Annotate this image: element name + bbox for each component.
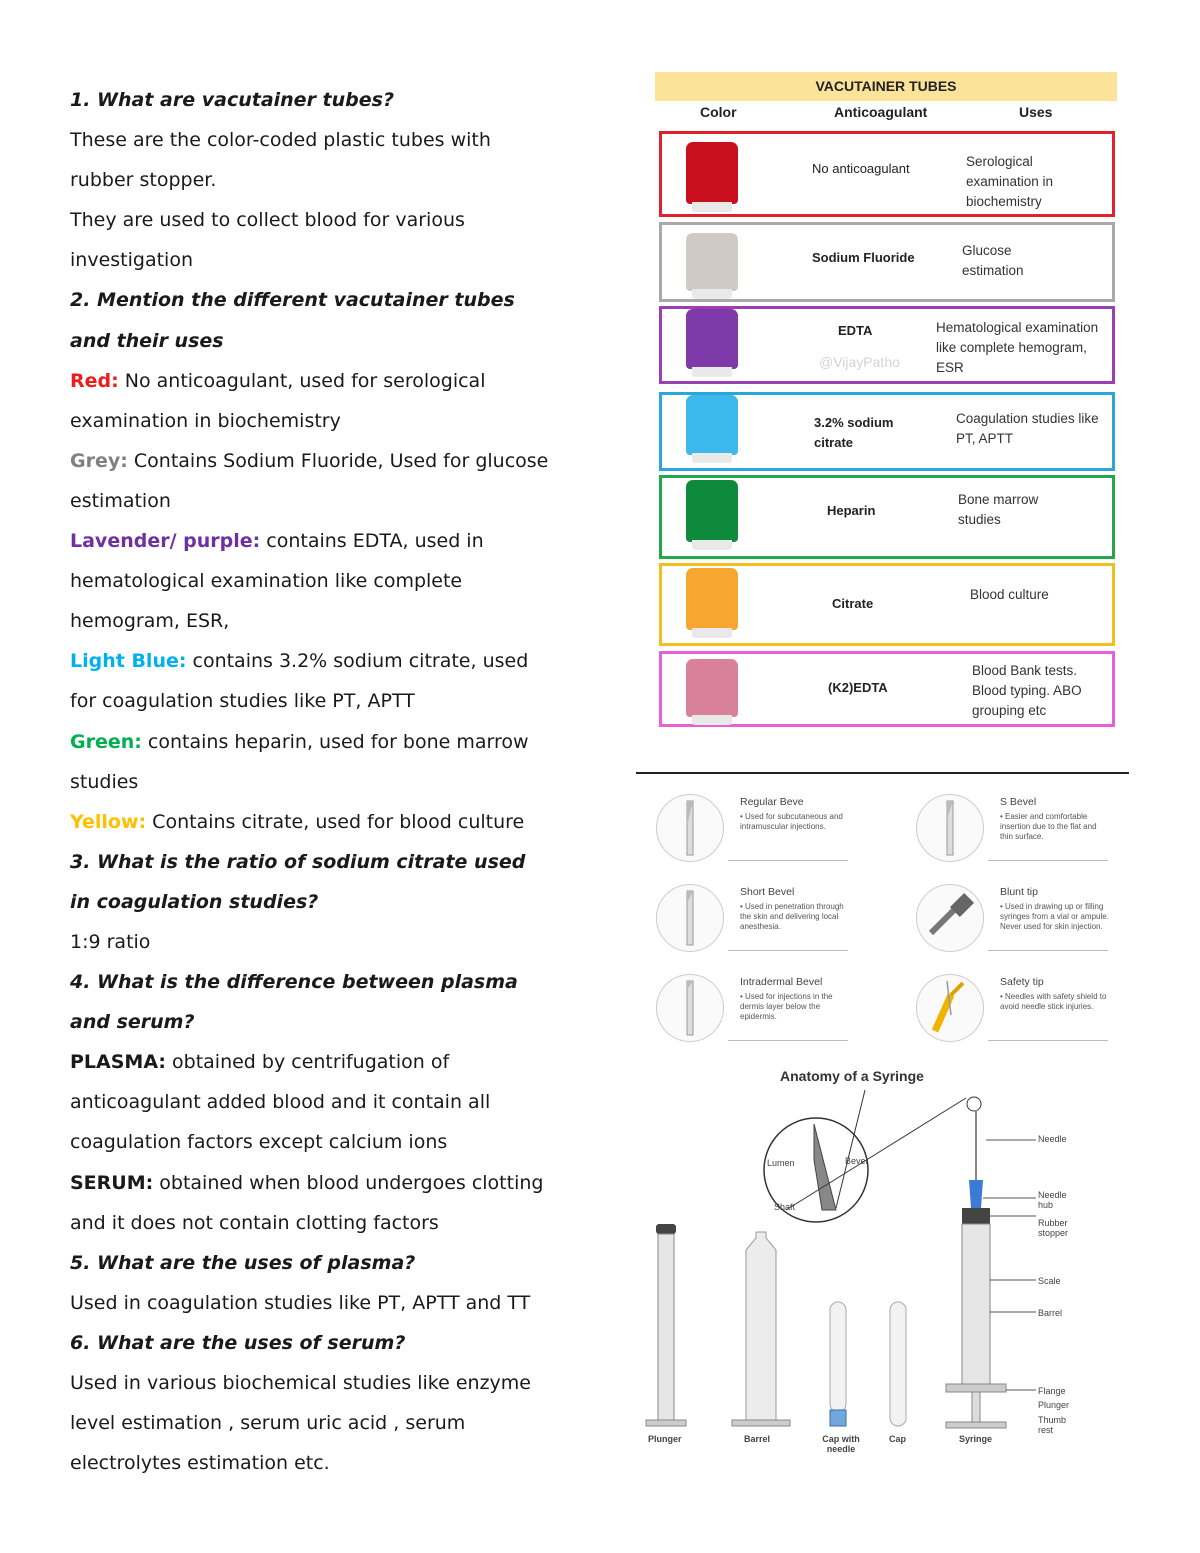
needle-bevel-panel <box>650 790 1110 1050</box>
vacutainer-table-title: VACUTAINER TUBES <box>655 72 1117 101</box>
anticoagulant: Citrate <box>832 596 874 611</box>
watermark: @VijayPatho <box>819 354 900 370</box>
shaft-label: Shaft <box>774 1202 796 1212</box>
plasma-text: obtained by centrifugation of <box>165 1051 450 1074</box>
safety-tip-icon <box>916 974 984 1042</box>
tube-row-green <box>659 475 1115 559</box>
grey-tube-item: estimation <box>70 489 171 512</box>
answer-1-line: They are used to collect blood for various <box>70 209 465 232</box>
yellow-text: Contains citrate, used for blood culture <box>146 810 525 833</box>
anticoagulant: Sodium Fluoride <box>812 250 915 265</box>
tube-row-red <box>659 131 1115 217</box>
column-anticoagulant: Anticoagulant <box>834 104 928 120</box>
bevel-desc: • Used in penetration through the skin and delivering local anesthesia. <box>740 902 844 931</box>
serum-item <box>70 1163 590 1203</box>
answer-6-line: Used in various biochemical studies like enzyme <box>70 1372 531 1394</box>
bevel-desc: • Used for injections in the dermis layer below the epidermis. <box>740 992 833 1021</box>
uses: Glucose estimation <box>962 243 1024 278</box>
uses: Hematological examination like complete hemogram, ESR <box>936 320 1099 375</box>
tube-cap-icon <box>686 659 738 717</box>
tube-cap-icon <box>686 142 738 204</box>
yellow-tube-item <box>70 802 590 842</box>
uses: Coagulation studies like PT, APTT <box>956 411 1099 446</box>
plasma-item <box>70 1042 590 1082</box>
answer-6-line: electrolytes estimation etc. <box>70 1452 330 1475</box>
light-blue-tube-item <box>70 641 590 681</box>
bevel-desc: • Needles with safety shield to avoid needle stick injuries. <box>1000 992 1107 1011</box>
plunger-label: Plunger <box>1038 1400 1070 1410</box>
syringe-diagram-title: Anatomy of a Syringe <box>780 1068 924 1084</box>
question-5: 5. What are the uses of plasma? <box>70 1251 416 1274</box>
red-label: Red: <box>70 369 119 392</box>
column-color: Color <box>700 104 737 120</box>
question-3: in coagulation studies? <box>70 890 319 913</box>
tube-row-grey <box>659 222 1115 302</box>
lavender-tube-item <box>70 521 590 561</box>
question-2: and their uses <box>70 329 224 352</box>
divider <box>636 772 1129 774</box>
question-2: 2. Mention the different vacutainer tubes <box>70 289 515 312</box>
plasma-label: PLASMA: <box>70 1051 166 1074</box>
serum-item: and it does not contain clotting factors <box>70 1211 439 1234</box>
blunt-tip-icon <box>916 884 984 952</box>
flange-label: Flange <box>1038 1386 1066 1396</box>
bevel-desc: • Easier and comfortable insertion due to the flat and thin surface. <box>1000 812 1097 841</box>
bevel-title: S Bevel <box>1000 796 1037 808</box>
question-1: 1. What are vacutainer tubes? <box>70 89 394 111</box>
bevel-item <box>650 880 850 960</box>
uses: Serological examination in biochemistry <box>966 154 1054 209</box>
light-blue-tube-item: for coagulation studies like PT, APTT <box>70 690 415 713</box>
uses: Blood Bank tests. Blood typing. ABO grouping etc <box>972 663 1082 718</box>
light-blue-text: contains 3.2% sodium citrate, used <box>186 650 529 673</box>
lavender-tube-item: hematological examination like complete <box>70 570 463 593</box>
bevel-desc: • Used in drawing up or filling syringes from a vial or ampule. Never used for skin injection. <box>1000 902 1109 931</box>
uses: Bone marrow studies <box>958 492 1039 527</box>
answer-3: 1:9 ratio <box>70 930 151 953</box>
lumen-label: Lumen <box>767 1158 795 1168</box>
bevel-item <box>910 970 1110 1050</box>
needle-icon <box>916 794 984 862</box>
part-plunger-label: Plunger <box>648 1434 682 1444</box>
thumb-rest-label: Thumb rest <box>1038 1415 1067 1435</box>
red-tube-item <box>70 361 590 401</box>
question-3: 3. What is the ratio of sodium citrate used <box>70 850 526 873</box>
grey-text: Contains Sodium Fluoride, Used for glucose <box>127 449 549 472</box>
part-cap-needle-label: Cap with needle <box>822 1434 860 1454</box>
lavender-text: contains EDTA, used in <box>260 530 484 553</box>
anticoagulant: (K2)EDTA <box>828 680 888 695</box>
part-cap-label: Cap <box>889 1434 907 1444</box>
qa-section <box>70 80 590 1483</box>
bevel-item <box>910 880 1110 960</box>
needle-label: Needle <box>1038 1134 1067 1144</box>
serum-label: SERUM: <box>70 1171 154 1194</box>
tube-cap-icon <box>686 395 738 455</box>
lavender-tube-item: hemogram, ESR, <box>70 610 230 633</box>
bevel-label: Bevel <box>845 1156 868 1166</box>
anticoagulant: 3.2% sodium citrate <box>814 415 894 450</box>
tube-row-pink <box>659 651 1115 727</box>
scale-label: Scale <box>1038 1276 1061 1286</box>
uses: Blood culture <box>970 587 1049 602</box>
plasma-item: coagulation factors except calcium ions <box>70 1131 448 1154</box>
question-6: 6. What are the uses of serum? <box>70 1331 406 1354</box>
rubber-stopper-label: Rubber stopper <box>1038 1218 1069 1238</box>
anticoagulant: Heparin <box>827 503 876 518</box>
tube-row-yellow <box>659 563 1115 646</box>
bevel-item <box>910 790 1110 870</box>
serum-text: obtained when blood undergoes clotting <box>153 1171 544 1194</box>
answer-1-line: These are the color-coded plastic tubes with <box>70 129 491 152</box>
needle-icon <box>656 794 724 862</box>
question-4: 4. What is the difference between plasma <box>70 971 518 994</box>
red-tube-item: examination in biochemistry <box>70 409 341 432</box>
green-label: Green: <box>70 730 142 753</box>
tube-cap-icon <box>686 568 738 630</box>
barrel-label: Barrel <box>1038 1308 1063 1318</box>
plasma-item: anticoagulant added blood and it contain all <box>70 1091 491 1114</box>
tube-row-lavender <box>659 306 1115 384</box>
answer-1-line: rubber stopper. <box>70 169 217 192</box>
tube-row-light-blue <box>659 392 1115 471</box>
part-barrel-label: Barrel <box>744 1434 771 1444</box>
bevel-title: Blunt tip <box>1000 886 1038 898</box>
bevel-title: Short Bevel <box>740 886 795 898</box>
bevel-title: Intradermal Bevel <box>740 976 823 988</box>
bevel-title: Regular Beve <box>740 796 804 808</box>
green-tube-item: studies <box>70 770 139 793</box>
yellow-label: Yellow: <box>70 810 147 833</box>
grey-label: Grey: <box>70 449 128 472</box>
column-uses: Uses <box>1019 104 1053 120</box>
tube-cap-icon <box>686 480 738 542</box>
lavender-label: Lavender/ purple: <box>70 530 261 553</box>
needle-hub-label: Needle hub <box>1038 1190 1067 1210</box>
green-text: contains heparin, used for bone marrow <box>141 730 529 753</box>
green-tube-item <box>70 722 590 762</box>
question-4: and serum? <box>70 1011 195 1034</box>
tube-cap-icon <box>686 233 738 291</box>
anticoagulant: No anticoagulant <box>812 161 910 176</box>
tube-cap-icon <box>686 309 738 369</box>
grey-tube-item <box>70 441 590 481</box>
needle-icon <box>656 974 724 1042</box>
red-text: No anticoagulant, used for serological <box>118 369 486 392</box>
answer-6-line: level estimation , serum uric acid , serum <box>70 1412 466 1435</box>
needle-icon <box>656 884 724 952</box>
part-syringe-label: Syringe <box>959 1434 993 1444</box>
light-blue-label: Light Blue: <box>70 650 187 673</box>
answer-1-line: investigation <box>70 249 193 272</box>
answer-5: Used in coagulation studies like PT, APTT and TT <box>70 1291 531 1314</box>
bevel-item <box>650 970 850 1050</box>
bevel-title: Safety tip <box>1000 976 1044 988</box>
syringe-diagram <box>636 1090 1106 1450</box>
bevel-item <box>650 790 850 870</box>
bevel-desc: • Used for subcutaneous and intramuscular injections. <box>740 812 843 831</box>
anticoagulant: EDTA <box>838 323 873 338</box>
